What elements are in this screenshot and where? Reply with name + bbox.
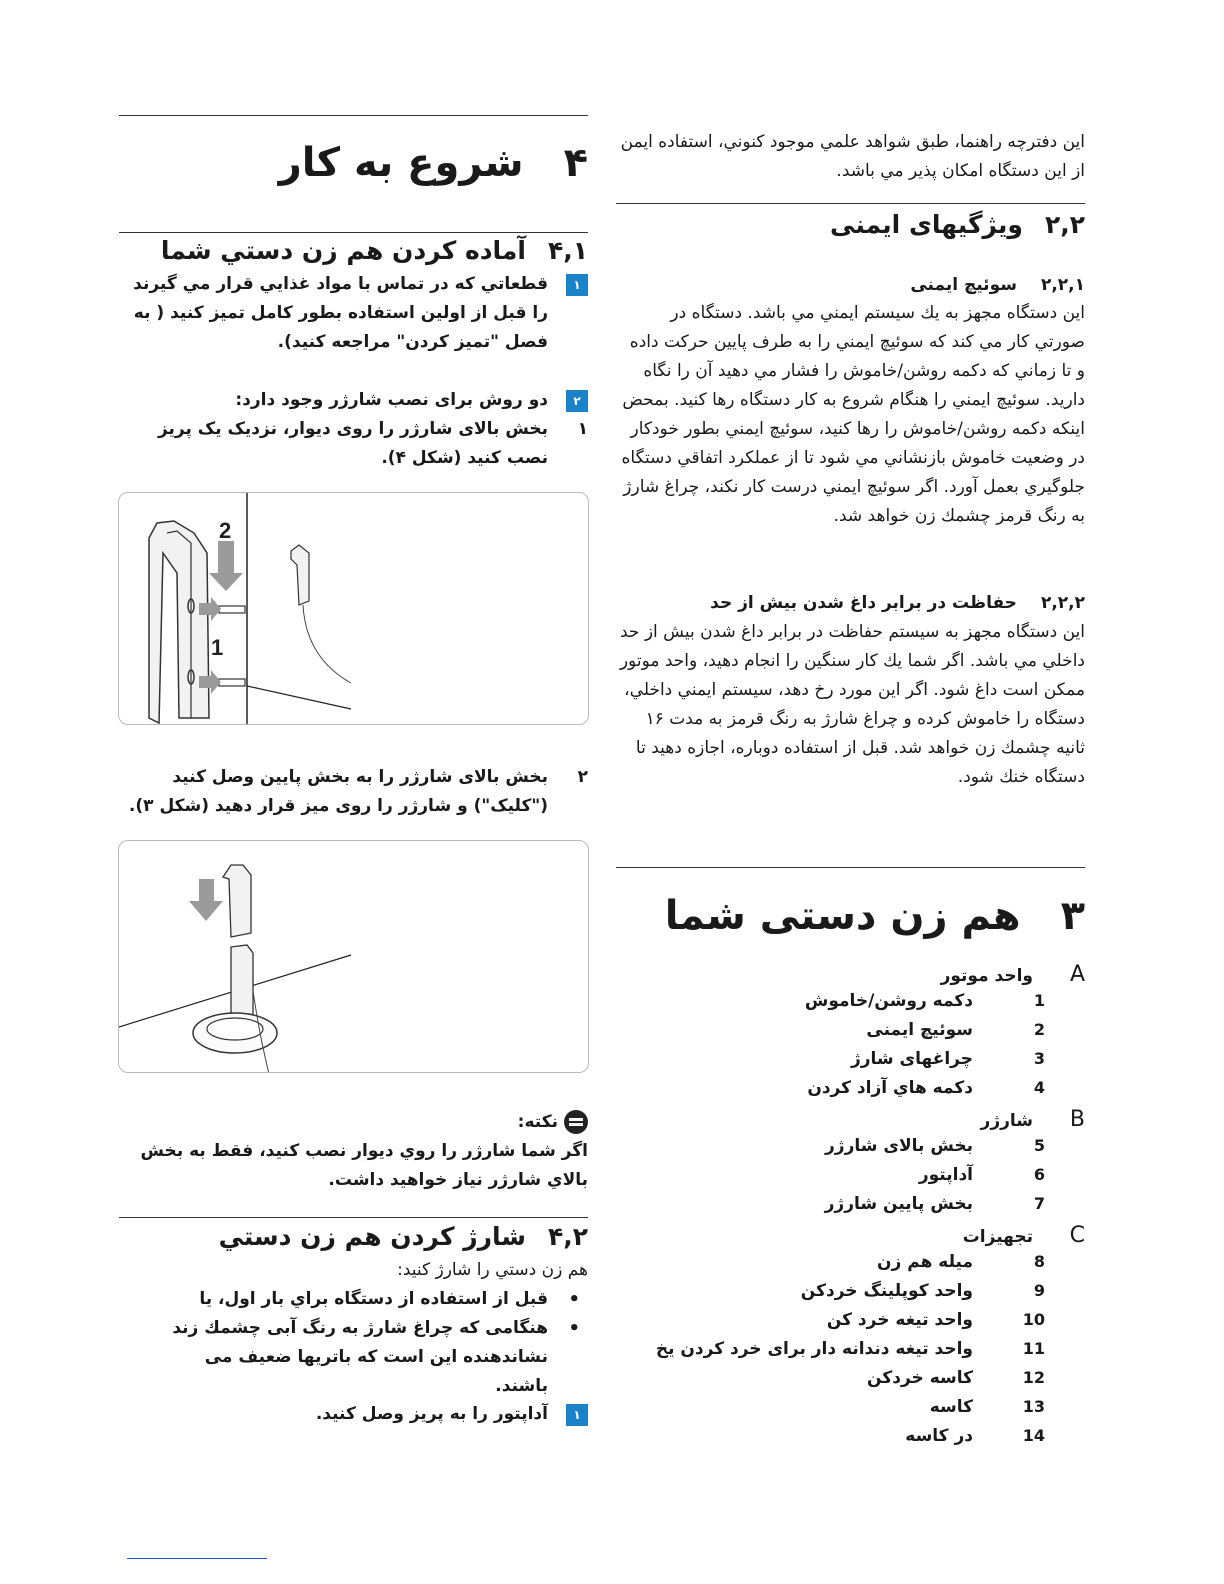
list-item: 9 واحد كوپلینگ خردكن — [800, 1281, 1045, 1301]
step-2 — [120, 386, 588, 415]
charger-top-small — [291, 545, 309, 605]
heading-4-2 — [120, 1222, 588, 1251]
parts-list — [618, 962, 1085, 1455]
figure-label-2: 2 — [219, 518, 232, 543]
step-badge: ۱ — [566, 1404, 588, 1426]
section-number: ۴ — [563, 140, 588, 186]
figure-label-1: 1 — [211, 635, 224, 660]
heading-3 — [618, 893, 1085, 939]
substep-text: بخش بالای شارژر را به بخش پایین وصل كنید ("كلیک") و شارژر را روی میز قرار دهید (شكل ۳). — [128, 767, 548, 816]
parts-group-c — [618, 1223, 1085, 1252]
intro-paragraph: این دفترچه راهنما، طبق شواهد علمي موجود کنوني، استفاده ایمن از این دستگاه امکان پذیر مي باشد. — [620, 132, 1085, 181]
step-text: آداپتور را به پريز وصل كنيد. — [315, 1404, 548, 1424]
note-title: نكته: — [120, 1108, 588, 1137]
list-item: 8 میله هم زن — [877, 1252, 1045, 1272]
footer-line — [127, 1558, 267, 1559]
arrow-down-icon — [209, 541, 243, 591]
section-number: ۲,۲,۲ — [1040, 593, 1085, 613]
list-item: • هنگامی كه چراغ شارژ به رنگ آبی چشمك زند نشاندهنده این است كه باتریها ضعیف می باشند. — [120, 1314, 588, 1401]
step-charge-1 — [120, 1400, 588, 1429]
figure-wall-mount — [118, 492, 589, 725]
cord — [303, 605, 351, 683]
list-item: 13 كاسه — [929, 1397, 1045, 1417]
section-number: ۳ — [1060, 893, 1085, 939]
substep-number: ۲ — [577, 767, 588, 787]
step-text: دو روش برای نصب شارژر وجود دارد: — [235, 390, 548, 410]
heading-4-1 — [120, 236, 588, 265]
note-text: اگر شما شارژر را روي ديوار نصب كنيد، فقط به بخش بالاي شارژر نياز خواهيد داشت. — [140, 1141, 588, 1190]
substep-number: ۱ — [577, 419, 588, 439]
section-number: ۴,۲ — [547, 1222, 588, 1251]
list-item: 2 سوئیچ ایمنی — [866, 1020, 1045, 1040]
list-item: 4 دكمه هاي آزاد كردن — [807, 1078, 1045, 1098]
perspective-line — [247, 686, 351, 709]
section-title: آماده كردن هم زن دستي شما — [160, 236, 526, 265]
list-item: 14 در كاسه — [905, 1426, 1045, 1446]
heading-2-2 — [618, 210, 1085, 239]
list-item: 1 دكمه روشن/خاموش — [804, 991, 1045, 1011]
section-title: شروع به كار — [278, 140, 524, 186]
list-item: 5 بخش بالای شارژر — [825, 1136, 1045, 1156]
group-letter: B — [1069, 1107, 1085, 1132]
charger-bottom-stand — [231, 945, 253, 1023]
screw — [219, 679, 245, 686]
substep-2 — [120, 763, 588, 821]
divider — [119, 1217, 588, 1218]
step-1 — [120, 270, 588, 357]
step-badge: ۲ — [566, 390, 588, 412]
note-icon — [564, 1110, 588, 1134]
divider — [616, 203, 1085, 204]
charge-intro: هم زن دستي را شارژ كنيد: — [397, 1260, 588, 1280]
section-title: شارژ كردن هم زن دستي — [218, 1222, 526, 1251]
list-item: 3 چراغهای شارژ — [850, 1049, 1045, 1069]
substep-text: بخش بالای شارژر را روی دیوار، نزدیک یک پریز نصب كنید (شكل ۴). — [157, 419, 548, 468]
parts-group-b — [618, 1107, 1085, 1136]
note — [120, 1108, 588, 1195]
divider — [119, 232, 588, 233]
step-text: قطعاتي كه در تماس با مواد غذايي قرار مي گیرند را قبل از اولین استفاده بطور كامل تمیز كنید ( به فصل "تمیز كردن" مراجعه كنید). — [133, 274, 548, 352]
section-title: ویژگیهای ایمنی — [830, 210, 1023, 239]
list-item: 11 واحد تیغه دندانه دار برای خرد كردن یخ — [655, 1339, 1045, 1359]
section-title: هم زن دستی شما — [664, 893, 1021, 939]
list-item: 12 كاسه خردكن — [867, 1368, 1045, 1388]
list-item: • قبل از استفاده از دستگاه براي بار اول، يا — [120, 1285, 588, 1314]
divider — [119, 115, 588, 116]
section-title: حفاظت در برابر داغ شدن بیش از حد — [710, 593, 1017, 613]
divider — [616, 867, 1085, 868]
section-number: ۲,۲ — [1044, 210, 1085, 239]
parts-group-a — [618, 962, 1085, 991]
section-number: ۲,۲,۱ — [1040, 275, 1085, 295]
substep-1 — [120, 415, 588, 473]
charge-bullets — [120, 1285, 588, 1401]
charger-top-part — [149, 521, 209, 723]
arrow-down-icon — [189, 879, 223, 921]
table-mount-illustration — [119, 841, 589, 1073]
group-label: تجهیزات — [962, 1227, 1033, 1247]
wall-mount-illustration — [119, 493, 589, 725]
group-letter: A — [1069, 962, 1085, 987]
list-item: 7 بخش پایین شارژر — [824, 1194, 1045, 1214]
screw — [219, 606, 245, 613]
list-item: 6 آداپتور — [918, 1165, 1045, 1185]
figure-table-mount — [118, 840, 589, 1073]
safety-switch-paragraph: این دستگاه مجهز به یك سیستم ایمني مي باشد. دستگاه در صورتي كار مي كند كه سوئیچ ایمني را به طرف پایین حرکت داده و تا زماني كه دكمه روشن/خاموش را فشار مي دهید آن را نگاه دارید. سوئیچ ایمني را هنگام شروع به كار دستگاه رها كنید. بمحض اینكه دكمه روشن/خاموش را رها كنید، سوئیچ ایمني بطور خودكار در وضعیت خاموش بازنشاني مي شود تا از عملكرد اتفاقي دستگاه جلوگیري بعمل آورد. اگر سوئیچ ایمني درست كار نكند، چراغ شارژ به رنگ قرمز چشمك زن خواهد شد. — [621, 303, 1085, 526]
section-title: سوئیچ ایمنی — [910, 275, 1017, 295]
heading-2-2-2 — [618, 593, 1085, 613]
charger-top-part — [223, 865, 251, 937]
heading-2-2-1 — [618, 275, 1085, 295]
section-number: ۴,۱ — [547, 236, 588, 265]
group-letter: C — [1069, 1223, 1085, 1248]
group-label: شارژر — [980, 1111, 1033, 1131]
group-label: واحد موتور — [940, 966, 1033, 986]
list-item: 10 واحد تیغه خرد كن — [826, 1310, 1045, 1330]
step-badge: ۱ — [566, 274, 588, 296]
overheat-paragraph: این دستگاه مجهز به سیستم حفاظت در برابر داغ شدن بیش از حد داخلي مي باشد. اگر شما یك كار سنگین را انجام دهید، واحد موتور ممكن است داغ شود. اگر این مورد رخ دهد، سیستم ایمني داخلي، دستگاه را خاموش كرده و چراغ شارژ به رنگ قرمز به مدت ۱۶ ثانیه چشمك زن خواهد شد. قبل از استفاده دوباره، اجازه دهید تا دستگاه خنك شود. — [619, 622, 1085, 787]
heading-4 — [120, 140, 588, 186]
